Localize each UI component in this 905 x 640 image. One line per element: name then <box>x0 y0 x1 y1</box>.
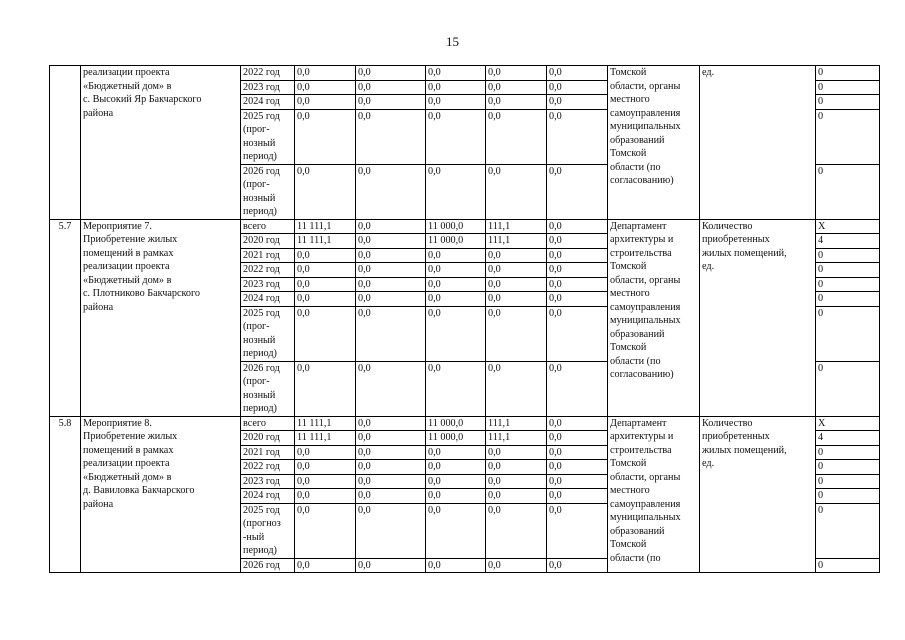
period-cell: 2024 год <box>241 489 295 504</box>
indicator-value-cell: Х <box>816 416 880 431</box>
indicator-value-cell: 0 <box>816 277 880 292</box>
funding-extra-cell: 0,0 <box>547 109 608 164</box>
program-table <box>49 65 880 573</box>
indicator-value-cell: 0 <box>816 109 880 164</box>
indicator-value-cell: 4 <box>816 431 880 446</box>
funding-total-cell: 0,0 <box>295 292 356 307</box>
funding-regional-cell: 0,0 <box>426 277 486 292</box>
indicator-value-cell: 0 <box>816 474 880 489</box>
funding-federal-cell: 0,0 <box>356 277 426 292</box>
period-cell: 2021 год <box>241 445 295 460</box>
funding-federal-cell: 0,0 <box>356 95 426 110</box>
funding-local-cell: 0,0 <box>486 306 547 361</box>
funding-regional-cell: 0,0 <box>426 489 486 504</box>
funding-extra-cell: 0,0 <box>547 164 608 219</box>
funding-local-cell: 0,0 <box>486 474 547 489</box>
funding-extra-cell: 0,0 <box>547 558 608 573</box>
program-table-body <box>50 66 880 573</box>
period-cell: 2020 год <box>241 431 295 446</box>
period-cell: 2026 год (прог- нозный период) <box>241 361 295 416</box>
funding-total-cell: 0,0 <box>295 277 356 292</box>
indicator-value-cell: 0 <box>816 248 880 263</box>
funding-extra-cell: 0,0 <box>547 474 608 489</box>
period-cell: 2026 год (прог- нозный период) <box>241 164 295 219</box>
funding-federal-cell: 0,0 <box>356 263 426 278</box>
measure-description: Мероприятие 7. Приобретение жилых помещений в рамках реализации проекта «Бюджетный дом» в с. Плотниково Бакчарского района <box>81 219 241 416</box>
funding-federal-cell: 0,0 <box>356 66 426 81</box>
funding-local-cell: 0,0 <box>486 109 547 164</box>
funding-local-cell: 0,0 <box>486 460 547 475</box>
measure-description: реализации проекта «Бюджетный дом» в с. Высокий Яр Бакчарского района <box>81 66 241 220</box>
indicator-value-cell: 0 <box>816 66 880 81</box>
funding-total-cell: 0,0 <box>295 474 356 489</box>
funding-extra-cell: 0,0 <box>547 263 608 278</box>
funding-local-cell: 0,0 <box>486 292 547 307</box>
measure-number: 5.7 <box>50 219 81 416</box>
funding-federal-cell: 0,0 <box>356 219 426 234</box>
period-cell: всего <box>241 219 295 234</box>
funding-federal-cell: 0,0 <box>356 109 426 164</box>
funding-regional-cell: 0,0 <box>426 164 486 219</box>
table-row <box>50 219 880 234</box>
funding-regional-cell: 0,0 <box>426 306 486 361</box>
funding-regional-cell: 0,0 <box>426 248 486 263</box>
period-cell: 2022 год <box>241 263 295 278</box>
indicator-value-cell: 0 <box>816 503 880 558</box>
funding-extra-cell: 0,0 <box>547 292 608 307</box>
indicator-value-cell: 0 <box>816 460 880 475</box>
funding-regional-cell: 11 000,0 <box>426 234 486 249</box>
indicator-value-cell: Х <box>816 219 880 234</box>
funding-regional-cell: 0,0 <box>426 361 486 416</box>
funding-federal-cell: 0,0 <box>356 558 426 573</box>
funding-extra-cell: 0,0 <box>547 489 608 504</box>
funding-extra-cell: 0,0 <box>547 306 608 361</box>
period-cell: 2020 год <box>241 234 295 249</box>
funding-extra-cell: 0,0 <box>547 248 608 263</box>
responsible-executor: Департамент архитектуры и строительства Томской области, органы местного самоуправления муниципальных образований Томской области (по согласованию) <box>608 219 700 416</box>
table-row <box>50 66 880 81</box>
funding-local-cell: 0,0 <box>486 489 547 504</box>
funding-federal-cell: 0,0 <box>356 431 426 446</box>
funding-extra-cell: 0,0 <box>547 416 608 431</box>
period-cell: 2025 год (прог- нозный период) <box>241 306 295 361</box>
funding-total-cell: 0,0 <box>295 558 356 573</box>
funding-local-cell: 111,1 <box>486 431 547 446</box>
funding-federal-cell: 0,0 <box>356 248 426 263</box>
funding-local-cell: 111,1 <box>486 219 547 234</box>
funding-federal-cell: 0,0 <box>356 164 426 219</box>
period-cell: 2023 год <box>241 80 295 95</box>
result-indicator: ед. <box>700 66 816 220</box>
funding-federal-cell: 0,0 <box>356 503 426 558</box>
funding-total-cell: 0,0 <box>295 164 356 219</box>
period-cell: всего <box>241 416 295 431</box>
page-number: 15 <box>446 34 459 49</box>
measure-number <box>50 66 81 220</box>
period-cell: 2023 год <box>241 474 295 489</box>
funding-federal-cell: 0,0 <box>356 292 426 307</box>
period-cell: 2021 год <box>241 248 295 263</box>
funding-local-cell: 0,0 <box>486 361 547 416</box>
funding-total-cell: 11 111,1 <box>295 416 356 431</box>
responsible-executor: Департамент архитектуры и строительства Томской области, органы местного самоуправления муниципальных образований Томской области (по <box>608 416 700 573</box>
funding-total-cell: 11 111,1 <box>295 234 356 249</box>
measure-description: Мероприятие 8. Приобретение жилых помещений в рамках реализации проекта «Бюджетный дом» в д. Вавиловка Бакчарского района <box>81 416 241 573</box>
funding-total-cell: 0,0 <box>295 460 356 475</box>
funding-extra-cell: 0,0 <box>547 445 608 460</box>
indicator-value-cell: 0 <box>816 445 880 460</box>
indicator-value-cell: 0 <box>816 306 880 361</box>
funding-total-cell: 0,0 <box>295 503 356 558</box>
funding-total-cell: 0,0 <box>295 248 356 263</box>
funding-total-cell: 0,0 <box>295 109 356 164</box>
funding-extra-cell: 0,0 <box>547 431 608 446</box>
funding-federal-cell: 0,0 <box>356 361 426 416</box>
funding-total-cell: 0,0 <box>295 95 356 110</box>
funding-regional-cell: 0,0 <box>426 66 486 81</box>
funding-federal-cell: 0,0 <box>356 460 426 475</box>
funding-federal-cell: 0,0 <box>356 489 426 504</box>
indicator-value-cell: 4 <box>816 234 880 249</box>
funding-regional-cell: 0,0 <box>426 558 486 573</box>
funding-extra-cell: 0,0 <box>547 219 608 234</box>
funding-local-cell: 0,0 <box>486 248 547 263</box>
period-cell: 2024 год <box>241 292 295 307</box>
period-cell: 2024 год <box>241 95 295 110</box>
indicator-value-cell: 0 <box>816 164 880 219</box>
indicator-value-cell: 0 <box>816 95 880 110</box>
funding-local-cell: 0,0 <box>486 503 547 558</box>
funding-regional-cell: 0,0 <box>426 460 486 475</box>
funding-extra-cell: 0,0 <box>547 80 608 95</box>
measure-number: 5.8 <box>50 416 81 573</box>
funding-federal-cell: 0,0 <box>356 80 426 95</box>
result-indicator: Количество приобретенных жилых помещений, ед. <box>700 219 816 416</box>
funding-extra-cell: 0,0 <box>547 503 608 558</box>
funding-total-cell: 0,0 <box>295 306 356 361</box>
funding-local-cell: 0,0 <box>486 80 547 95</box>
period-cell: 2022 год <box>241 66 295 81</box>
funding-federal-cell: 0,0 <box>356 445 426 460</box>
funding-local-cell: 0,0 <box>486 558 547 573</box>
funding-local-cell: 0,0 <box>486 277 547 292</box>
funding-regional-cell: 0,0 <box>426 445 486 460</box>
funding-regional-cell: 11 000,0 <box>426 219 486 234</box>
period-cell: 2025 год (прог- нозный период) <box>241 109 295 164</box>
funding-federal-cell: 0,0 <box>356 306 426 361</box>
indicator-value-cell: 0 <box>816 292 880 307</box>
funding-total-cell: 0,0 <box>295 445 356 460</box>
period-cell: 2026 год <box>241 558 295 573</box>
funding-extra-cell: 0,0 <box>547 66 608 81</box>
indicator-value-cell: 0 <box>816 361 880 416</box>
funding-extra-cell: 0,0 <box>547 361 608 416</box>
funding-local-cell: 0,0 <box>486 445 547 460</box>
funding-regional-cell: 0,0 <box>426 474 486 489</box>
funding-total-cell: 11 111,1 <box>295 219 356 234</box>
period-cell: 2025 год (прогноз -ный период) <box>241 503 295 558</box>
funding-regional-cell: 0,0 <box>426 292 486 307</box>
funding-regional-cell: 0,0 <box>426 263 486 278</box>
funding-total-cell: 11 111,1 <box>295 431 356 446</box>
period-cell: 2022 год <box>241 460 295 475</box>
period-cell: 2023 год <box>241 277 295 292</box>
funding-total-cell: 0,0 <box>295 80 356 95</box>
funding-total-cell: 0,0 <box>295 489 356 504</box>
funding-regional-cell: 0,0 <box>426 503 486 558</box>
indicator-value-cell: 0 <box>816 558 880 573</box>
funding-local-cell: 111,1 <box>486 234 547 249</box>
funding-total-cell: 0,0 <box>295 66 356 81</box>
funding-regional-cell: 11 000,0 <box>426 431 486 446</box>
funding-federal-cell: 0,0 <box>356 416 426 431</box>
funding-federal-cell: 0,0 <box>356 234 426 249</box>
funding-regional-cell: 11 000,0 <box>426 416 486 431</box>
indicator-value-cell: 0 <box>816 80 880 95</box>
funding-extra-cell: 0,0 <box>547 234 608 249</box>
funding-local-cell: 0,0 <box>486 263 547 278</box>
funding-local-cell: 111,1 <box>486 416 547 431</box>
table-row <box>50 416 880 431</box>
funding-total-cell: 0,0 <box>295 361 356 416</box>
funding-extra-cell: 0,0 <box>547 95 608 110</box>
funding-regional-cell: 0,0 <box>426 80 486 95</box>
funding-local-cell: 0,0 <box>486 95 547 110</box>
result-indicator: Количество приобретенных жилых помещений, ед. <box>700 416 816 573</box>
indicator-value-cell: 0 <box>816 489 880 504</box>
funding-extra-cell: 0,0 <box>547 460 608 475</box>
funding-local-cell: 0,0 <box>486 66 547 81</box>
funding-regional-cell: 0,0 <box>426 109 486 164</box>
funding-total-cell: 0,0 <box>295 263 356 278</box>
funding-federal-cell: 0,0 <box>356 474 426 489</box>
funding-extra-cell: 0,0 <box>547 277 608 292</box>
indicator-value-cell: 0 <box>816 263 880 278</box>
responsible-executor: Томской области, органы местного самоуправления муниципальных образований Томской области (по согласованию) <box>608 66 700 220</box>
funding-regional-cell: 0,0 <box>426 95 486 110</box>
funding-local-cell: 0,0 <box>486 164 547 219</box>
